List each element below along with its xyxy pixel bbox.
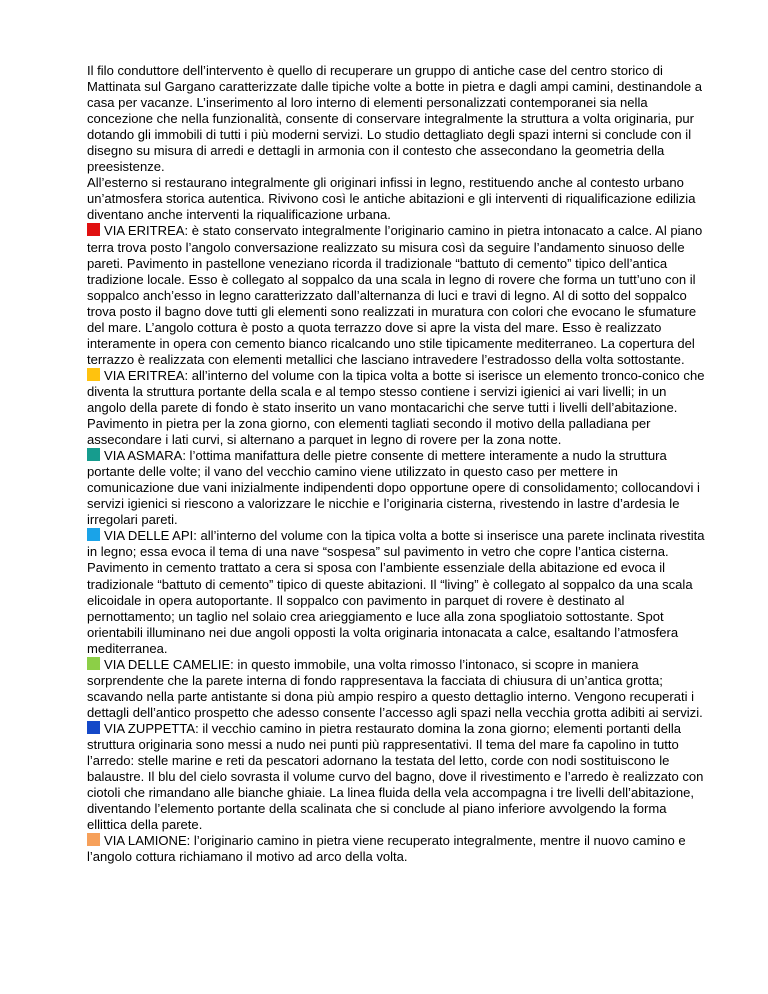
intro-paragraph-1: Il filo conduttore dell’intervento è quello di recuperare un gruppo di antiche case del centro storico di Mattinata sul Gargano caratterizzate dalle tipiche volte a botte in pietra e dagli ampi camini, destinandole a casa per vacanze. L’inserimento al loro interno di elementi personalizzati contemporanei sia nella concezione che nella funzionalità, consente di conservare integralmente la struttura a volta originaria, pur dotando gli immobili di tutti i più moderni servizi. Lo studio dettagliato degli spazi interni si conclude con il disegno su misura di arredi e dettagli in armonia con il contesto che assecondano la geometria della preesistenze. bbox=[87, 63, 703, 175]
section-text: VIA ZUPPETTA: il vecchio camino in pietra restaurato domina la zona giorno; elementi portanti della struttura originaria sono messi a nudo nei punti più rappresentativi. Il tema del mare fa capolino in tutto l’arredo: stelle marine e reti da pescatori adornano la testata del letto, corde con nodi sostituiscono le balaustre. Il blu del cielo sovrasta il volume curvo del bagno, dove il rivestimento e l’arredo è realizzato con ciotoli che rimandano alle bianche ghiaie. La linea fluida della vela accompagna i tre livelli dell’abitazione, diventando l’elemento portante della scalinata che si conclude al piano inferiore avvolgendo la forma ellittica della parete. bbox=[87, 720, 704, 833]
section-via-eritrea-2 bbox=[87, 368, 705, 448]
section-text: VIA LAMIONE: l’originario camino in pietra viene recuperato integralmente, mentre il nuovo camino e l’angolo cottura richiamano il motivo ad arco della volta. bbox=[87, 833, 686, 865]
light-blue-square-icon bbox=[87, 528, 100, 541]
section-via-lamione bbox=[87, 833, 705, 865]
section-text: VIA ASMARA: l’ottima manifattura delle pietre consente di mettere interamente a nudo la struttura portante delle volte; il vano del vecchio camino viene utilizzato in questo caso per mettere in comunicazione due vani inizialmente indipendenti dopo opportune opere di consolidamento; collocandovi i servizi igienici si riescono a valorizzare le nicchie e l’originaria cisterna, rivestendo in lastre d’ardesia le irregolari pareti. bbox=[87, 448, 700, 528]
section-via-delle-api bbox=[87, 528, 705, 656]
section-via-delle-camelie bbox=[87, 657, 705, 721]
section-text: VIA DELLE CAMELIE: in questo immobile, una volta rimosso l’intonaco, si scopre in maniera sorprendente che la parete interna di fondo rappresentava la facciata di chiusura di un’antica grotta; scavando nella parte antistante si dona più ampio respiro a questo dettaglio interno. Vengono recuperati i dettagli dell’antico prospetto che adesso consente l’accesso agli spazi nella vecchia grotta adibiti ai servizi. bbox=[87, 656, 703, 720]
orange-square-icon bbox=[87, 833, 100, 846]
section-via-zuppetta bbox=[87, 721, 705, 833]
section-via-asmara bbox=[87, 448, 705, 528]
section-text: VIA ERITREA: è stato conservato integralmente l’originario camino in pietra intonacato a calce. Al piano terra trova posto l’angolo conversazione realizzato su misura così da seguire l’andamento sinuoso delle pareti. Pavimento in pastellone veneziano ricorda il tradizionale “battuto di cemento” tipico dell’antica tradizione locale. Esso è collegato al soppalco da una scala in legno di rovere che forma un tutt’uno con il soppalco anch’esso in legno caratterizzato dall’alternanza di luci e travi di legno. Al di sotto del soppalco trova posto il bagno dove tutti gli elementi sono realizzati in muratura con colori che evocano le sfumature del mare. L’angolo cottura è posto a quota terrazzo dove si apre la vista del mare. Esso è realizzato interamente in opera con cemento bianco ricalcando uno stile tipicamente mediterraneo. La copertura del terrazzo è realizzata con elementi metallici che lasciano intravedere l’estradosso della volta sottostante. bbox=[87, 223, 703, 367]
blue-square-icon bbox=[87, 721, 100, 734]
yellow-square-icon bbox=[87, 368, 100, 381]
section-via-eritrea-1 bbox=[87, 223, 705, 367]
intro-paragraph-2: All’esterno si restaurano integralmente gli originari infissi in legno, restituendo anche al contesto urbano un’atmosfera storica autentica. Rivivono così le antiche abitazioni e gli interventi di riqualificazione edilizia diventano anche interventi la riqualificazione urbana. bbox=[87, 175, 696, 223]
teal-square-icon bbox=[87, 448, 100, 461]
document-body bbox=[87, 63, 705, 865]
section-text: VIA DELLE API: all’interno del volume con la tipica volta a botte si inserisce una parete inclinata rivestita in legno; essa evoca il tema di una nave “sospesa” sul pavimento in vetro che copre l’antica cisterna. Pavimento in cemento trattato a cera si sposa con l’ambiente essenziale della abitazione ed evoca il tradizionale “battuto di cemento” tipico di queste abitazioni. Il “living” è collegato al soppalco da una scala elicoidale in opera autoportante. Il soppalco con pavimento in parquet di rovere è destinato al pernottamento; un taglio nel solaio crea arieggiamento e luce alla zona spogliatoio sottostante. Spot orientabili illuminano nei due angoli opposti la volta originaria intonacata a calce, esaltando l’atmosfera mediterranea. bbox=[87, 528, 705, 656]
green-square-icon bbox=[87, 657, 100, 670]
section-text: VIA ERITREA: all’interno del volume con la tipica volta a botte si iserisce un elemento tronco-conico che diventa la struttura portante della scala e al tempo stesso contiene i servizi igienici ai vari livelli; in un angolo della parete di fondo è stato inserito un vano montacarichi che serve tutti i livelli dell’abitazione. Pavimento in pietra per la zona giorno, con elementi tagliati secondo il motivo della palladiana per assecondare i lati curvi, si alternano a parquet in legno di rovere per la zona notte. bbox=[87, 367, 705, 448]
red-square-icon bbox=[87, 223, 100, 236]
